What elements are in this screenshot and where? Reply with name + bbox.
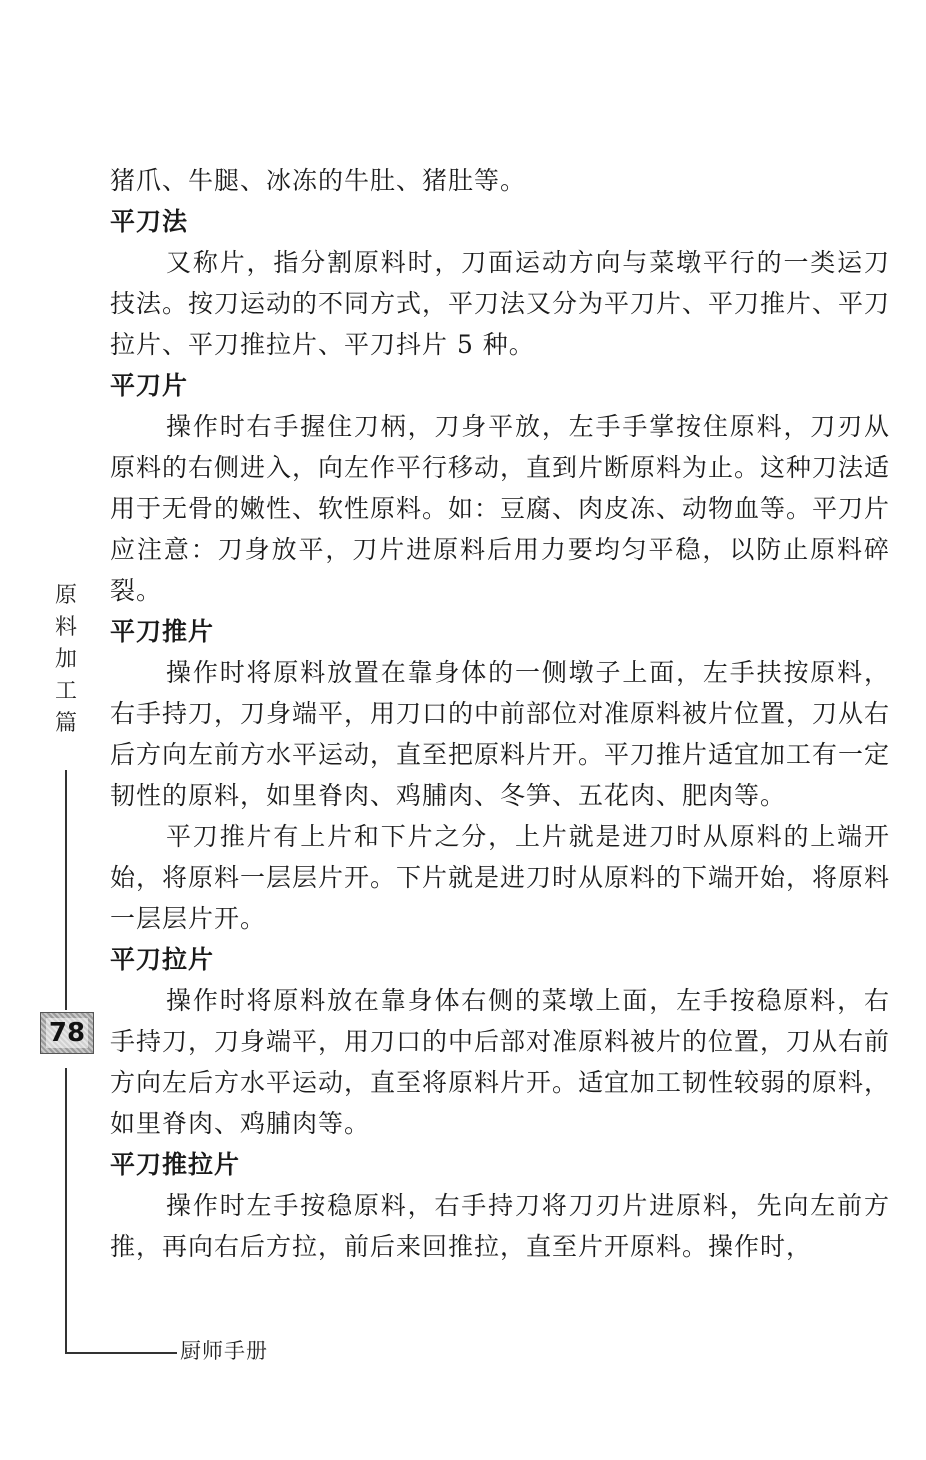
side-title-char: 料 bbox=[54, 615, 77, 640]
section-heading: 平刀片 bbox=[110, 371, 189, 400]
paragraph: 平刀推片有上片和下片之分，上片就是进刀时从原料的上端开始，将原料一层层片开。下片就是进刀时从原料的下端开始，将原料一层层片开。 bbox=[110, 822, 891, 933]
paragraph: 猪爪、牛腿、冰冻的牛肚、猪肚等。 bbox=[110, 166, 527, 195]
paragraph: 操作时将原料放在靠身体右侧的菜墩上面，左手按稳原料，右手持刀，刀身端平，用刀口的中后部对准原料被片的位置，刀从右前方向左后方水平运动，直至将原料片开。适宜加工韧性较弱的原料，如里脊肉、鸡脯肉等。 bbox=[110, 986, 891, 1138]
section-heading: 平刀法 bbox=[110, 207, 189, 236]
side-title-char: 加 bbox=[54, 647, 77, 672]
section-heading: 平刀拉片 bbox=[110, 945, 215, 974]
footer-rule bbox=[65, 1352, 177, 1354]
side-title-char: 工 bbox=[54, 679, 77, 704]
section-heading: 平刀推片 bbox=[110, 617, 215, 646]
page-body bbox=[110, 160, 890, 1267]
paragraph: 操作时将原料放置在靠身体的一侧墩子上面，左手扶按原料，右手持刀，刀身端平，用刀口的中前部位对准原料被片位置，刀从右后方向左前方水平运动，直至把原料片开。平刀推片适宜加工有一定韧性的原料，如里脊肉、鸡脯肉、冬笋、五花肉、肥肉等。 bbox=[110, 658, 891, 810]
page-number-badge bbox=[40, 1012, 94, 1054]
paragraph: 操作时右手握住刀柄，刀身平放，左手手掌按住原料，刀刃从原料的右侧进入，向左作平行移动，直到片断原料为止。这种刀法适用于无骨的嫩性、软性原料。如：豆腐、肉皮冻、动物血等。平刀片应注意：刀身放平，刀片进原料后用力要均匀平稳，以防止原料碎裂。 bbox=[110, 412, 891, 605]
footer-book-title: 厨师手册 bbox=[180, 1339, 268, 1363]
page-number: 78 bbox=[46, 1018, 88, 1048]
side-title-char: 篇 bbox=[54, 711, 77, 736]
section-heading: 平刀推拉片 bbox=[110, 1150, 241, 1179]
chapter-side-title bbox=[52, 580, 80, 740]
paragraph: 操作时左手按稳原料，右手持刀将刀刃片进原料，先向左前方推，再向右后方拉，前后来回推拉，直至片开原料。操作时， bbox=[110, 1191, 890, 1261]
side-title-char: 原 bbox=[54, 583, 77, 608]
margin-rule bbox=[65, 770, 67, 1010]
paragraph: 又称片，指分割原料时，刀面运动方向与菜墩平行的一类运刀技法。按刀运动的不同方式，平刀法又分为平刀片、平刀推片、平刀拉片、平刀推拉片、平刀抖片 5 种。 bbox=[110, 248, 891, 359]
margin-rule bbox=[65, 1068, 67, 1353]
